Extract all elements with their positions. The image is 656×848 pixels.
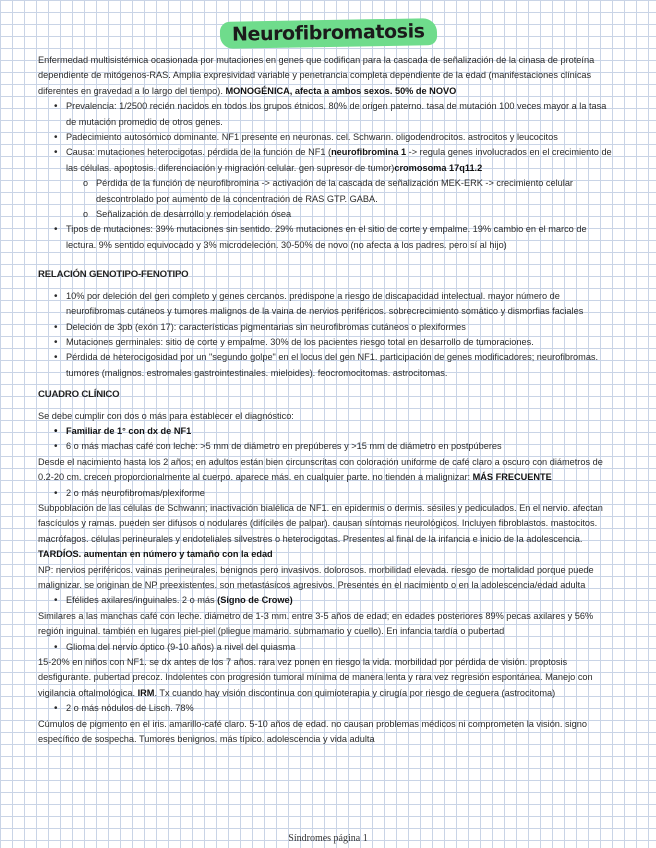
causa-bold-protein: neurofibromina 1: [331, 147, 407, 158]
causa-mid: -> regula genes involucrados en el crecimiento de las células. apoptosis. diferenciación y migración celular. gen supresor de tumor): [66, 147, 612, 173]
glioma-text-pre: 15-20% en niños con NF1. se dx antes de los 7 años. rara vez ponen en riesgo la vida. morbilidad por pérdida de visión. proptosis desfigurante. pubertad precoz. Indolentes con progresión tumoral mínima de manera lenta y rara vez regresión espontánea. Manejo con vigilancia oftalmológica.: [38, 657, 593, 698]
list-item-familiar: • Familiar de 1° con dx de NF1: [38, 424, 618, 439]
intro-text: Enfermedad multisistémica ocasionada por mutaciones en genes que codifican para la cascada de señalización de la cinasa de proteína dependiente de mitógenos-RAS. Amplia expresividad variable y penetrancia completa dependiente de la edad (manifestaciones clínicas diferentes en gravedad a lo largo del tiempo).: [38, 55, 595, 96]
section-heading-relacion: RELACIÓN GENOTIPO-FENOTIPO: [38, 269, 189, 281]
glioma-text-post: . Tx cuando hay visión discontinua con quimioterapia y cirugía por riesgo de ceguera (astrocitoma): [154, 687, 556, 698]
glioma-paragraph: [38, 655, 618, 701]
list-item-lisch: • 2 o más nódulos de Lisch. 78%: [38, 701, 618, 716]
title-container: [0, 20, 656, 47]
neurofibromas-text: Subpoblación de las células de Schwann; inactivación bialélica de NF1. en epidermis o dermis. sésiles y pediculados. En el nervio. afectan fascículos y ramas. pueden ser difusos o nodulares (difíciles de palpar). causan síntomas neurológicos. Incluyen fibroblastos. mastocitos. macrófagos. células perineurales y endoteliales silvestres o heterocigotas. Presentes al final de la infancia e inicio de la adolescencia.: [38, 502, 603, 544]
lisch-paragraph: Cúmulos de pigmento en el iris. amarillo-café claro. 5-10 años de edad. no causan problemas médicos ni comprometen la visión. signo específico de sospecha. Tumores benignos. más típico. adolescencia y vida adulta: [38, 718, 587, 745]
intro-bold: MONOGÉNICA, afecta a ambos sexos. 50% de NOVO: [225, 85, 457, 96]
list-item-efelides: [38, 593, 618, 608]
list-item: • Deleción de 3pb (exón 17): características pigmentarias sin neurofibromas cutáneos o plexiformes: [38, 320, 618, 335]
causa-bold-chromosome: cromosoma 17q11.2: [394, 162, 483, 173]
neurofibromas-paragraph: [38, 501, 618, 563]
list-item: • Mutaciones germinales: sitio de corte y empalme. 30% de los pacientes riesgo total en desarrollo de tumoraciones.: [38, 335, 618, 350]
efelides-paragraph: Similares a las manchas café con leche. diámetro de 1-3 mm. entre 3-5 años de edad; en edades posteriores 89% pecas axilares y 56% región inguinal. también en lugares piel-piel (pliegue mamario. submamario y cuello). En infancia tardía o pubertad: [38, 610, 594, 637]
list-item-neurofibromas: • 2 o más neurofibromas/plexiforme: [38, 486, 618, 501]
list-item: • Pérdida de heterocigosidad por un "segundo golpe" en el locus del gen NF1. participación de genes modificadores; neurofibromas. tumores (malignos. estromales gastrointestinales. mieloides). feocromocitomas. astrocitomas.: [38, 350, 618, 381]
manchas-text: Desde el nacimiento hasta los 2 años; en adultos están bien circunscritas con coloración uniforme de café claro a oscuro con diámetros de 0.2-20 cm. crecen proporcionalmente al cuerpo. aparece más. en cualquier parte. no tienden a malignizar:: [38, 456, 603, 483]
sub-list-item: o Pérdida de la función de neurofibromina -> activación de la cascada de señalización MEK-ERK -> crecimiento celular descontrolado por aumento de la concentración de RAS GTP. GABA.: [38, 176, 618, 207]
causa-pre: Causa: mutaciones heterocigotas. pérdida de la función de NF1 (: [66, 147, 332, 158]
np-paragraph: NP: nervios periféricos. vainas perineurales. benignos pero invasivos. dolorosos. morbilidad elevada. riesgo de mortalidad porque puede malignizar. se originan de NP preexistentes. son metastásicos agresivos. Presentes en el nacimiento o en la adolescencia/edad adulta: [38, 564, 594, 590]
list-item-glioma: • Glioma del nervio óptico (9-10 años) a nivel del quiasma: [38, 640, 618, 655]
list-item: • Prevalencia: 1/2500 recién nacidos en todos los grupos étnicos. 80% de origen paterno. tasa de mutación 100 veces mayor a la tasa de mutación promedio de otros genes.: [38, 99, 618, 130]
manchas-paragraph: [38, 455, 618, 486]
intro-paragraph: [38, 53, 618, 99]
list-item: • Tipos de mutaciones: 39% mutaciones sin sentido. 29% mutaciones en el sitio de corte y empalme. 19% cambio en el marco de lectura. 9% sentido equivocado y 3% microdeleción. 30-50% de novo (no afecta a los padres. pero sí al hijo): [38, 222, 618, 253]
page-footer: Síndromes página 1: [288, 833, 368, 844]
manchas-bold: MÁS FRECUENTE: [472, 472, 552, 483]
efelides-text: Efélides axilares/inguinales. 2 o más: [66, 595, 218, 606]
notes-content: [38, 53, 618, 747]
causa-item: [38, 145, 618, 176]
cuadro-intro: Se debe cumplir con dos o más para establecer el diagnóstico:: [38, 410, 294, 421]
list-item: • Padecimiento autosómico dominante. NF1 presente en neuronas. cel. Schwann. oligodendrocitos. astrocitos y leucocitos: [38, 130, 618, 145]
list-item-manchas: • 6 o más machas café con leche: >5 mm de diámetro en prepúberes y >15 mm de diámetro en postpúberes: [38, 439, 618, 454]
page-title: Neurofibromatosis: [219, 18, 436, 49]
glioma-bold: IRM: [137, 687, 155, 698]
list-item: • 10% por deleción del gen completo y genes cercanos. predispone a riesgo de discapacidad intelectual. mayor número de neurofibromas cutáneos y tumores malignos de la vaina de nervios periféricos. sobrecrecimiento somático y dismorfias faciales: [38, 289, 618, 320]
sub-list-item: o Señalización de desarrollo y remodelación ósea: [38, 207, 618, 222]
neurofibromas-bold: TARDÍOS. aumentan en número y tamaño con la edad: [38, 549, 273, 560]
efelides-bold: (Signo de Crowe): [217, 595, 293, 606]
section-heading-cuadro: CUADRO CLÍNICO: [38, 389, 120, 401]
